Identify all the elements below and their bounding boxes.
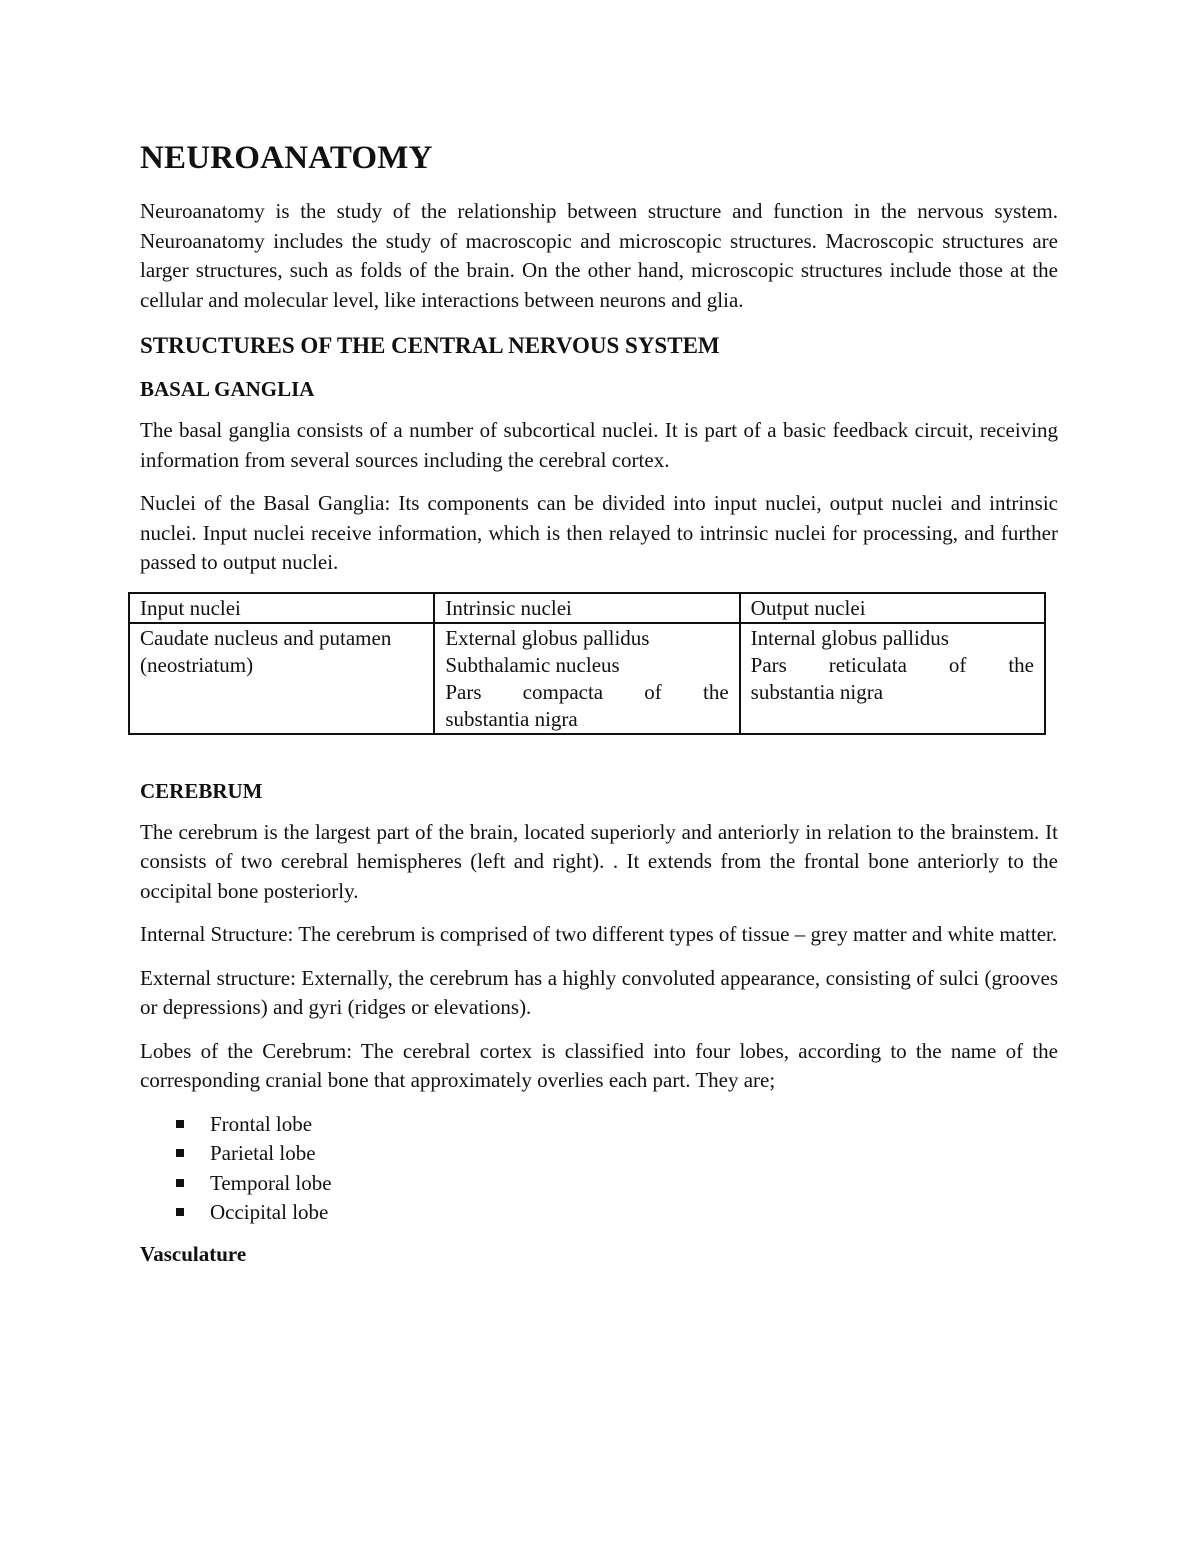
list-item <box>140 1169 1058 1199</box>
intrinsic-nuclei-cell <box>434 623 739 734</box>
cerebrum-section <box>140 779 1058 1267</box>
basal-ganglia-paragraph: The basal ganglia consists of a number of subcortical nuclei. It is part of a basic feedback circuit, receiving information from several sources including the cerebral cortex. <box>140 418 1058 472</box>
square-bullet-icon <box>176 1149 184 1157</box>
list-item <box>140 1110 1058 1140</box>
lobes-list <box>140 1110 1058 1228</box>
output-nuclei-cell <box>740 623 1045 734</box>
table-cell-line: substantia nigra <box>750 679 884 704</box>
table-cell-line: Caudate nucleus and putamen <box>140 625 392 650</box>
list-item-label: Temporal lobe <box>210 1170 332 1195</box>
external-structure-paragraph: External structure: Externally, the cerebrum has a highly convoluted appearance, consisting of sulci (grooves or depressions) and gyri (ridges or elevations). <box>140 965 1058 1019</box>
table-cell-line: Pars compacta of the <box>445 679 729 704</box>
intro-paragraph: Neuroanatomy is the study of the relationship between structure and function in the nervous system. Neuroanatomy includes the study of macroscopic and microscopic structures. Macroscopic structures are larger structures, such as folds of the brain. On the other hand, microscopic structures include those at the cellular and molecular level, like interactions between neurons and glia. <box>140 199 1058 312</box>
list-item-label: Occipital lobe <box>210 1200 329 1224</box>
square-bullet-icon <box>176 1120 184 1128</box>
cerebrum-heading: CEREBRUM <box>140 778 263 803</box>
section-heading: STRUCTURES OF THE CENTRAL NERVOUS SYSTEM <box>140 333 720 358</box>
vasculature-heading: Vasculature <box>140 1241 247 1266</box>
basal-ganglia-heading: BASAL GANGLIA <box>140 377 315 401</box>
table-cell-line: Pars reticulata of the <box>750 652 1034 677</box>
table-cell-line: External globus pallidus <box>445 625 650 650</box>
table-header-cell: Intrinsic nuclei <box>434 593 739 623</box>
table-cell-line: Internal globus pallidus <box>750 625 949 650</box>
nuclei-paragraph: Nuclei of the Basal Ganglia: Its components can be divided into input nuclei, output nuclei and intrinsic nuclei. Input nuclei receive information, which is then relayed to intrinsic nuclei for processing, and further passed to output nuclei. <box>140 491 1058 574</box>
list-item <box>140 1139 1058 1169</box>
cerebrum-paragraph: The cerebrum is the largest part of the brain, located superiorly and anteriorly in relation to the brainstem. It consists of two cerebral hemispheres (left and right). . It extends from the frontal bone anteriorly to the occipital bone posteriorly. <box>140 819 1058 903</box>
input-nuclei-cell <box>129 623 434 734</box>
table-cell-line: substantia nigra <box>445 706 578 731</box>
table-header-row <box>129 593 1045 623</box>
table-cell-line: Subthalamic nucleus <box>445 652 620 677</box>
square-bullet-icon <box>176 1208 184 1216</box>
nuclei-table <box>128 592 1046 735</box>
page-title: NEUROANATOMY <box>140 140 433 176</box>
list-item-label: Frontal lobe <box>210 1111 313 1136</box>
table-header-cell: Output nuclei <box>740 593 1045 623</box>
list-item-label: Parietal lobe <box>210 1141 316 1165</box>
table-row <box>129 623 1045 734</box>
document-page <box>140 140 1058 1267</box>
lobes-paragraph: Lobes of the Cerebrum: The cerebral cortex is classified into four lobes, according to the name of the corresponding cranial bone that approximately overlies each part. They are; <box>140 1038 1058 1092</box>
square-bullet-icon <box>176 1179 184 1187</box>
table-cell-line: (neostriatum) <box>140 652 254 677</box>
internal-structure-paragraph: Internal Structure: The cerebrum is comprised of two different types of tissue – grey matter and white matter. <box>140 922 1058 946</box>
list-item <box>140 1198 1058 1228</box>
table-header-cell: Input nuclei <box>129 593 434 623</box>
